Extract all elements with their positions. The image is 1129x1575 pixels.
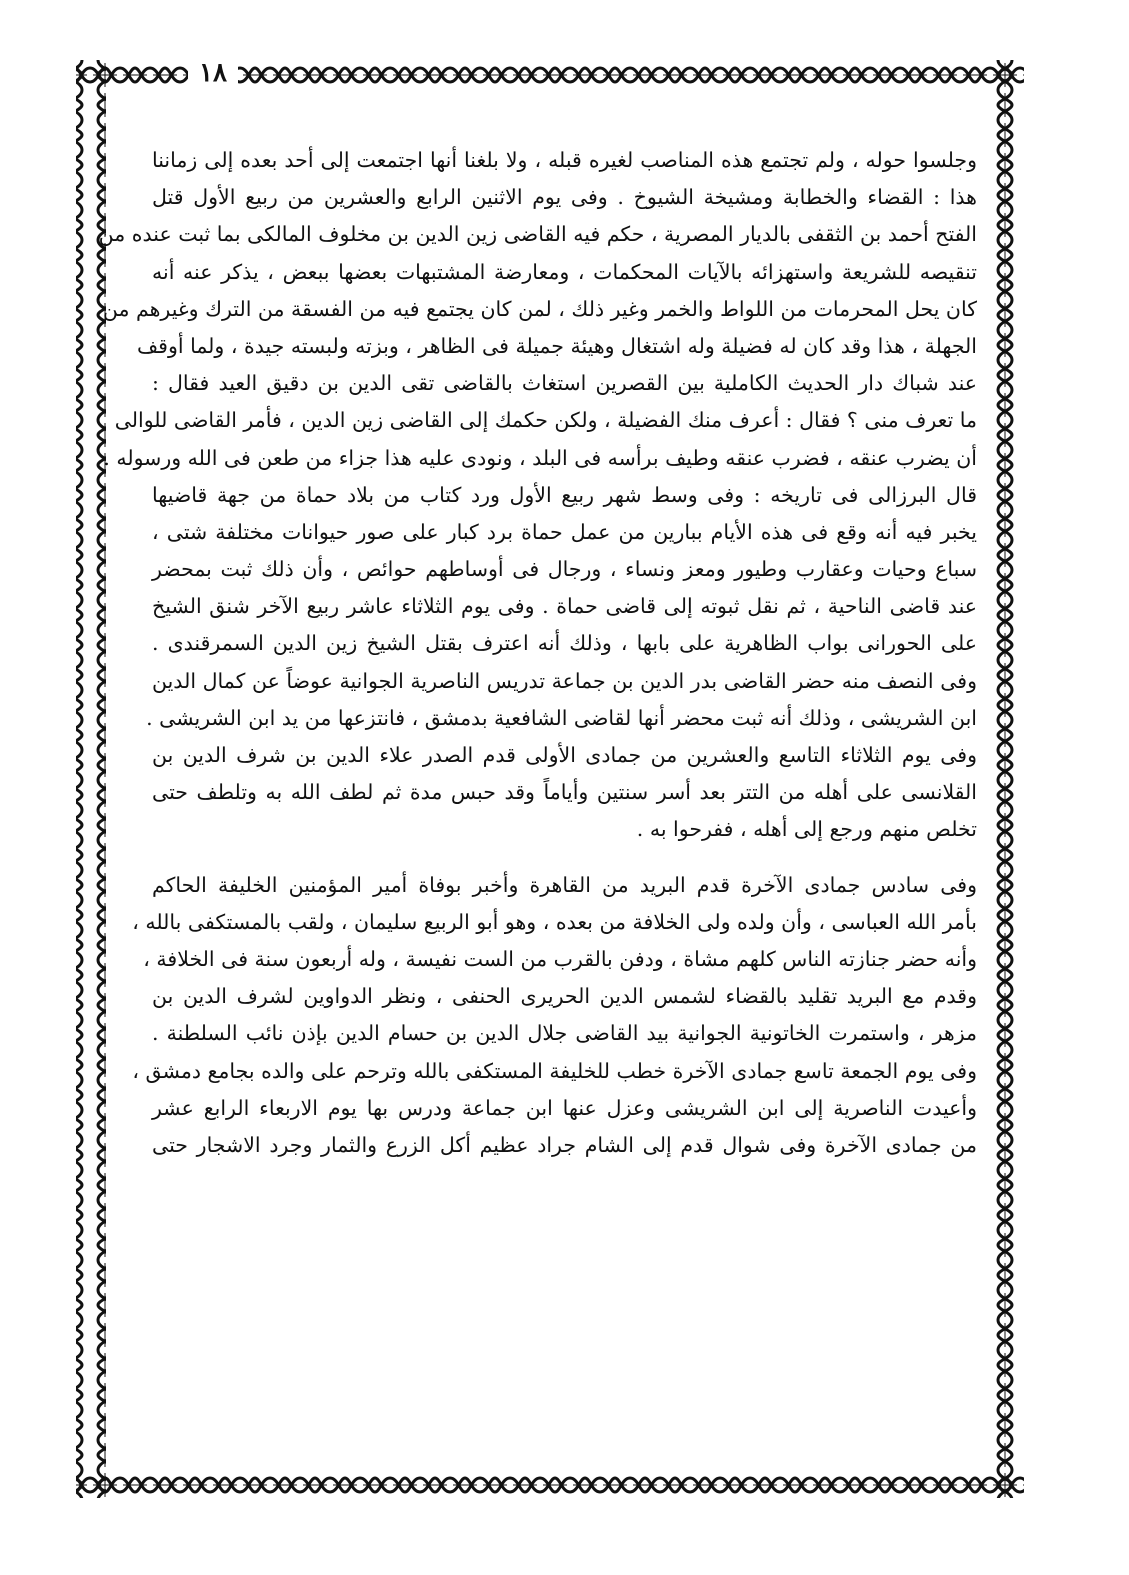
text-line: تنقيصه للشريعة واستهزائه بالآيات المحكمات ، ومعارضة المشتبهات بعضها ببعض ، يذكر عنه أنه <box>152 259 977 284</box>
page-body <box>98 142 977 1164</box>
text-line: على الحورانى بواب الظاهرية على بابها ، وذلك أنه اعترف بقتل الشيخ زين الدين السمرقندى . <box>152 631 977 656</box>
text-line: الفتح أحمد بن الثقفى بالديار المصرية ، حكم فيه القاضى زين الدين بن مخلوف المالكى بما ثبت عنده من <box>98 222 977 247</box>
text-line: وجلسوا حوله ، ولم تجتمع هذه المناصب لغيره قبله ، ولا بلغنا أنها اجتمعت إلى أحد بعده إلى زماننا <box>152 148 977 172</box>
text-line: تخلص منهم ورجع إلى أهله ، ففرحوا به . <box>636 817 977 842</box>
text-line: هذا : القضاء والخطابة ومشيخة الشيوخ . وفى يوم الاثنين الرابع والعشرين من ربيع الأول قتل <box>152 185 977 210</box>
text-line: القلانسى على أهله من التتر بعد أسر سنتين وأياماً وقد حبس مدة ثم لطف الله به وتلطف حتى <box>152 780 977 805</box>
text-line: عند شباك دار الحديث الكاملية بين القصرين استغاث بالقاضى تقى الدين بن دقيق العيد فقال : <box>152 371 977 396</box>
paragraph-gap <box>152 849 977 867</box>
text-line: وفى النصف منه حضر القاضى بدر الدين بن جماعة تدريس الناصرية الجوانية عوضاً عن كمال الدين <box>152 668 977 693</box>
paragraph <box>146 477 977 849</box>
text-line: كان يحل المحرمات من اللواط والخمر وغير ذلك ، لمن كان يجتمع فيه من الفسقة من الترك وغيرهم من <box>102 296 977 321</box>
text-line: وأنه حضر جنازته الناس كلهم مشاة ، ودفن بالقرب من الست نفيسة ، وله أربعون سنة فى الخلافة ، <box>143 946 977 971</box>
text-line: قال البرزالى فى تاريخه : وفى وسط شهر ربيع الأول ورد كتاب من بلاد حماة من جهة قاضيها <box>152 482 977 507</box>
text-line: وقدم مع البريد تقليد بالقضاء لشمس الدين الحريرى الحنفى ، ونظر الدواوين لشرف الدين بن <box>152 984 977 1009</box>
text-line: ما تعرف منى ؟ فقال : أعرف منك الفضيلة ، ولكن حكمك إلى القاضى زين الدين ، فأمر القاضى للوالى <box>114 408 977 433</box>
text-line: أن يضرب عنقه ، فضرب عنقه وطيف برأسه فى البلد ، ونودى عليه هذا جزاء من طعن فى الله ورسوله . <box>103 445 977 470</box>
paragraph <box>98 142 977 477</box>
text-line: عند قاضى الناحية ، ثم نقل ثبوته إلى قاضى حماة . وفى يوم الثلاثاء عاشر ربيع الآخر شنق الشيخ <box>152 594 977 619</box>
text-line: يخبر فيه أنه وقع فى هذه الأيام ببارين من عمل حماة برد كبار على صور حيوانات مختلفة شتى ، <box>152 519 977 544</box>
paragraph <box>132 867 977 1165</box>
text-line: من جمادى الآخرة وفى شوال قدم إلى الشام جراد عظيم أكل الزرع والثمار وجرد الاشجار حتى <box>152 1132 977 1157</box>
page-number: ١٨ <box>188 58 238 88</box>
text-line: بأمر الله العباسى ، وأن ولده ولى الخلافة من بعده ، وهو أبو الربيع سليمان ، ولقب بالمستكفى بالله ، <box>132 909 977 934</box>
text-line: الجهلة ، هذا وقد كان له فضيلة وله اشتغال وهيئة جميلة فى الظاهر ، وبزته ولبسته جيدة ، ولما أوقف <box>136 333 977 358</box>
text-line: وفى يوم الثلاثاء التاسع والعشرين من جمادى الأولى قدم الصدر علاء الدين بن شرف الدين بن <box>152 743 977 767</box>
text-line: وفى يوم الجمعة تاسع جمادى الآخرة خطب للخليفة المستكفى بالله وترحم على والده بجامع دمشق ، <box>132 1058 977 1083</box>
text-line: وأعيدت الناصرية إلى ابن الشريشى وعزل عنها ابن جماعة ودرس بها يوم الاربعاء الرابع عشر <box>152 1095 977 1120</box>
text-line: مزهر ، واستمرت الخاتونية الجوانية بيد القاضى جلال الدين بن حسام الدين بإذن نائب السلطنة . <box>152 1021 977 1046</box>
text-line: سباع وحيات وعقارب وطيور ومعز ونساء ، ورجال فى أوساطهم حوائص ، وأن ذلك ثبت بمحضر <box>152 557 977 582</box>
text-line: ابن الشريشى ، وذلك أنه ثبت محضر أنها لقاضى الشافعية بدمشق ، فانتزعها من يد ابن الشريشى . <box>146 705 977 730</box>
text-line: وفى سادس جمادى الآخرة قدم البريد من القاهرة وأخبر بوفاة أمير المؤمنين الخليفة الحاكم <box>152 872 977 897</box>
